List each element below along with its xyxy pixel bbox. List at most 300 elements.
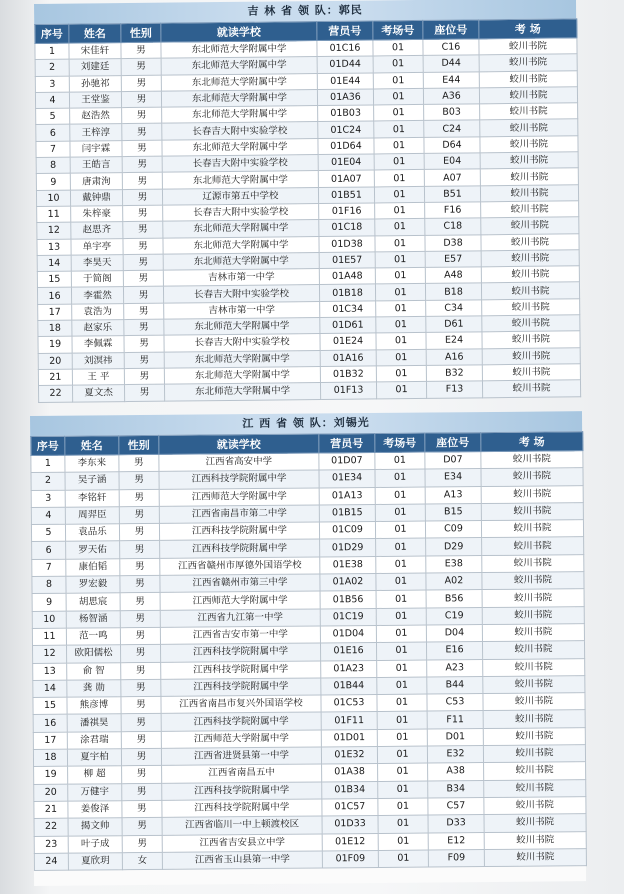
camper-id-cell: 01D33 [322, 816, 378, 834]
exam-venue-cell: 蛟川书院 [484, 831, 586, 849]
seat-no-cell: A48 [425, 267, 481, 284]
exam-venue-cell: 蛟川书院 [484, 779, 586, 797]
seq-cell: 22 [38, 385, 72, 402]
seq-cell: 17 [38, 304, 72, 321]
gender-cell: 男 [122, 173, 162, 190]
gender-cell: 男 [120, 541, 160, 559]
name-cell: 李铭轩 [65, 489, 119, 507]
column-header: 座位号 [423, 20, 479, 40]
exam-venue-cell: 蛟川书院 [484, 762, 586, 780]
school-cell: 江西科技学院附属中学 [160, 539, 320, 558]
seq-cell: 11 [32, 628, 66, 646]
column-header: 考场号 [373, 20, 423, 40]
exam-venue-cell: 蛟川书院 [482, 624, 584, 642]
room-no-cell: 01 [377, 677, 427, 695]
name-cell: 夏宇柏 [67, 749, 121, 767]
seq-cell: 9 [32, 594, 66, 612]
exam-venue-cell: 蛟川书院 [482, 315, 580, 332]
column-header: 姓名 [69, 24, 121, 44]
name-cell: 于简阁 [71, 271, 123, 288]
exam-venue-cell: 蛟川书院 [481, 233, 579, 250]
name-cell: 赵浩然 [70, 108, 122, 125]
seq-cell: 13 [37, 239, 71, 256]
seq-cell: 19 [34, 767, 68, 785]
room-no-cell: 01 [375, 487, 425, 505]
name-cell: 柳 超 [68, 766, 122, 784]
camper-id-cell: 01E44 [317, 73, 373, 90]
name-cell: 袁品乐 [65, 524, 119, 542]
seat-no-cell: D38 [425, 234, 481, 251]
camper-id-cell: 01E04 [318, 154, 374, 171]
room-no-cell: 01 [376, 333, 426, 350]
school-cell: 东北师范大学附属中学 [161, 41, 317, 59]
gender-cell: 男 [121, 645, 161, 663]
seat-no-cell: A13 [425, 486, 481, 504]
exam-venue-cell: 蛟川书院 [480, 184, 578, 201]
school-cell: 江西科技学院附属中学 [161, 678, 321, 697]
exam-venue-cell: 蛟川书院 [481, 282, 579, 299]
room-no-cell: 01 [376, 316, 426, 333]
camper-id-cell: 01A38 [322, 764, 378, 782]
camper-id-cell: 01C09 [319, 522, 375, 540]
seq-cell: 1 [35, 43, 69, 60]
exam-venue-cell: 蛟川书院 [482, 347, 580, 364]
gender-cell: 男 [122, 156, 162, 173]
seat-no-cell: C19 [426, 607, 482, 625]
gender-cell: 男 [122, 140, 162, 157]
camper-id-cell: 01C24 [318, 121, 374, 138]
name-cell: 罗天佑 [66, 541, 120, 559]
room-no-cell: 01 [375, 202, 425, 219]
name-cell: 朱梓豪 [71, 206, 123, 223]
gender-cell: 男 [124, 319, 164, 336]
school-cell: 江西师范大学附属中学 [160, 591, 320, 610]
gender-cell: 男 [124, 303, 164, 320]
school-cell: 东北师范大学附属中学 [164, 350, 320, 368]
exam-venue-cell: 蛟川书院 [483, 727, 585, 745]
exam-venue-cell: 蛟川书院 [482, 589, 584, 607]
seat-no-cell: F16 [425, 202, 481, 219]
gender-cell: 男 [123, 221, 163, 238]
exam-venue-cell: 蛟川书院 [482, 380, 580, 397]
gender-cell: 男 [124, 336, 164, 353]
name-cell: 李东来 [65, 455, 119, 473]
roster-table [34, 18, 581, 402]
camper-id-cell: 01B32 [320, 366, 376, 383]
column-header: 营员号 [317, 21, 373, 41]
name-cell: 欧阳儒松 [67, 645, 121, 663]
camper-id-cell: 01B51 [318, 187, 374, 204]
room-no-cell: 01 [378, 763, 428, 781]
gender-cell: 男 [121, 697, 161, 715]
name-cell: 王堂鉴 [69, 91, 121, 108]
camper-id-cell: 01B03 [318, 105, 374, 122]
room-no-cell: 01 [377, 746, 427, 764]
room-no-cell: 01 [376, 642, 426, 660]
camper-id-cell: 01E16 [320, 643, 376, 661]
room-no-cell: 01 [378, 781, 428, 799]
room-no-cell: 01 [376, 300, 426, 317]
gender-cell: 男 [122, 107, 162, 124]
seq-cell: 8 [36, 157, 70, 174]
camper-id-cell: 01A16 [320, 350, 376, 367]
room-no-cell: 01 [376, 590, 426, 608]
seat-no-cell: B18 [425, 283, 481, 300]
column-header: 姓名 [65, 436, 119, 455]
seat-no-cell: D61 [426, 316, 482, 333]
gender-cell: 男 [121, 58, 161, 75]
gender-cell: 男 [124, 384, 164, 401]
exam-venue-cell: 蛟川书院 [483, 745, 585, 763]
name-cell: 刘溟祎 [72, 352, 124, 369]
exam-venue-cell: 蛟川书院 [480, 168, 578, 185]
school-cell: 长春吉大附中实验学校 [162, 155, 318, 173]
seat-no-cell: E12 [428, 832, 484, 850]
school-cell: 江西科技学院附属中学 [161, 661, 321, 680]
gender-cell: 男 [121, 679, 161, 697]
exam-venue-cell: 蛟川书院 [483, 658, 585, 676]
name-cell: 孙驰祁 [69, 75, 121, 92]
school-cell: 东北师范大学附属中学 [163, 220, 319, 238]
name-cell: 王梓淳 [70, 124, 122, 141]
name-cell: 袁浩为 [72, 303, 124, 320]
camper-id-cell: 01A23 [321, 660, 377, 678]
room-no-cell: 01 [375, 521, 425, 539]
seq-cell: 7 [36, 141, 70, 158]
exam-venue-cell: 蛟川书院 [484, 814, 586, 832]
room-no-cell: 01 [375, 469, 425, 487]
school-cell: 江西科技学院附属中学 [162, 782, 322, 801]
exam-venue-cell: 蛟川书院 [481, 217, 579, 234]
room-no-cell: 01 [376, 573, 426, 591]
roster-table [30, 431, 587, 871]
seat-no-cell: A16 [426, 348, 482, 365]
exam-venue-cell: 蛟川书院 [482, 299, 580, 316]
name-cell: 潘祺昊 [67, 714, 121, 732]
school-cell: 东北师范大学附属中学 [161, 89, 317, 107]
school-cell: 东北师范大学附属中学 [162, 171, 318, 189]
gender-cell: 男 [119, 524, 159, 542]
column-header: 营员号 [319, 433, 375, 452]
school-cell: 江西省南昌市复兴外国语学校 [161, 695, 321, 714]
seq-cell: 20 [34, 784, 68, 802]
seq-cell: 6 [36, 125, 70, 142]
room-no-cell: 01 [373, 39, 423, 56]
school-cell: 江西省九江第一中学 [160, 609, 320, 628]
camper-id-cell: 01D61 [320, 317, 376, 334]
camper-id-cell: 01C57 [322, 798, 378, 816]
seat-no-cell: E04 [424, 153, 480, 170]
gender-cell: 女 [122, 852, 162, 870]
seat-no-cell: C34 [426, 300, 482, 317]
seq-cell: 24 [34, 853, 68, 871]
school-cell: 江西师范大学附属中学 [159, 488, 319, 507]
seat-no-cell: D44 [423, 55, 479, 72]
seat-no-cell: B32 [426, 365, 482, 382]
name-cell: 王 平 [72, 369, 124, 386]
gender-cell: 男 [119, 506, 159, 524]
column-header: 性别 [119, 435, 159, 454]
gender-cell: 男 [121, 748, 161, 766]
exam-venue-cell: 蛟川书院 [481, 250, 579, 267]
camper-id-cell: 01E38 [320, 556, 376, 574]
school-cell: 江西省吉安市第一中学 [160, 626, 320, 645]
camper-id-cell: 01C34 [320, 301, 376, 318]
school-cell: 长春吉大附中实验学校 [163, 203, 319, 221]
seat-no-cell: C53 [427, 694, 483, 712]
seq-cell: 21 [38, 369, 72, 386]
name-cell: 赵思齐 [71, 222, 123, 239]
name-cell: 李霍然 [71, 287, 123, 304]
room-no-cell: 01 [373, 88, 423, 105]
name-cell: 范一鸣 [66, 628, 120, 646]
room-no-cell: 01 [374, 105, 424, 122]
seq-cell: 7 [32, 559, 66, 577]
seq-cell: 1 [31, 455, 65, 473]
exam-venue-cell: 蛟川书院 [482, 641, 584, 659]
school-cell: 东北师范大学附属中学 [164, 383, 320, 401]
name-cell: 周羿臣 [65, 507, 119, 525]
room-no-cell: 01 [378, 850, 428, 868]
school-cell: 江西科技学院附属中学 [161, 712, 321, 731]
gender-cell: 男 [123, 254, 163, 271]
seat-no-cell: D01 [427, 728, 483, 746]
camper-id-cell: 01A07 [318, 170, 374, 187]
school-cell: 江西科技学院附属中学 [159, 470, 319, 489]
exam-venue-cell: 蛟川书院 [480, 103, 578, 120]
gender-cell: 男 [121, 731, 161, 749]
seat-no-cell: E16 [426, 642, 482, 660]
school-cell: 东北师范大学附属中学 [163, 236, 319, 254]
school-cell: 东北师范大学附属中学 [161, 57, 317, 75]
camper-id-cell: 01A48 [319, 268, 375, 285]
exam-venue-cell: 蛟川书院 [481, 503, 583, 521]
camper-id-cell: 01C53 [321, 695, 377, 713]
name-cell: 涂君瑞 [67, 731, 121, 749]
seq-cell: 12 [37, 222, 71, 239]
school-cell: 江西省玉山县第一中学 [162, 851, 322, 870]
name-cell: 叶子成 [68, 835, 122, 853]
seat-no-cell: E57 [425, 251, 481, 268]
camper-id-cell: 01F13 [320, 382, 376, 399]
room-no-cell: 01 [373, 56, 423, 73]
gender-cell: 男 [121, 714, 161, 732]
exam-venue-cell: 蛟川书院 [482, 331, 580, 348]
room-no-cell: 01 [375, 284, 425, 301]
camper-id-cell: 01C18 [319, 219, 375, 236]
seat-no-cell: B51 [424, 186, 480, 203]
seq-cell: 16 [33, 715, 67, 733]
camper-id-cell: 01D64 [318, 138, 374, 155]
exam-venue-cell: 蛟川书院 [482, 554, 584, 572]
school-cell: 长春吉大附中实验学校 [163, 285, 319, 303]
seat-no-cell: C24 [424, 120, 480, 137]
school-cell: 江西省临川一中上顿渡校区 [162, 816, 322, 835]
school-cell: 东北师范大学附属中学 [162, 138, 318, 156]
seat-no-cell: E32 [427, 746, 483, 764]
name-cell: 姜俊泽 [68, 801, 122, 819]
column-header: 考 场 [481, 432, 583, 452]
room-no-cell: 01 [378, 815, 428, 833]
name-cell: 杨智涵 [66, 610, 120, 628]
exam-venue-cell: 蛟川书院 [479, 87, 577, 104]
room-no-cell: 01 [378, 798, 428, 816]
gender-cell: 男 [122, 835, 162, 853]
gender-cell: 男 [122, 766, 162, 784]
school-cell: 江西科技学院附属中学 [161, 643, 321, 662]
camper-id-cell: 01E57 [319, 252, 375, 269]
school-cell: 江西省进贤县第一中学 [161, 747, 321, 766]
exam-venue-cell: 蛟川书院 [481, 468, 583, 486]
exam-venue-cell: 蛟川书院 [484, 848, 586, 866]
school-cell: 东北师范大学附属中学 [164, 366, 320, 384]
seat-no-cell: F09 [428, 849, 484, 867]
name-cell: 胡思宸 [66, 593, 120, 611]
room-no-cell: 01 [374, 121, 424, 138]
camper-id-cell: 01D38 [319, 236, 375, 253]
column-header: 序号 [31, 436, 65, 455]
seat-no-cell: C09 [425, 521, 481, 539]
gender-cell: 男 [123, 287, 163, 304]
school-cell: 江西省高安中学 [159, 453, 319, 472]
seat-no-cell: E44 [423, 71, 479, 88]
gender-cell: 男 [120, 593, 160, 611]
camper-id-cell: 01F09 [322, 850, 378, 868]
camper-id-cell: 01A13 [319, 487, 375, 505]
room-no-cell: 01 [375, 268, 425, 285]
name-cell: 罗宏毅 [66, 576, 120, 594]
seq-cell: 23 [34, 836, 68, 854]
school-cell: 江西省南昌五中 [162, 764, 322, 783]
room-no-cell: 01 [375, 235, 425, 252]
room-no-cell: 01 [376, 539, 426, 557]
name-cell: 康伯韬 [66, 559, 120, 577]
room-no-cell: 01 [376, 365, 426, 382]
gender-cell: 男 [119, 472, 159, 490]
seq-cell: 2 [31, 472, 65, 490]
seat-no-cell: A36 [423, 88, 479, 105]
exam-venue-cell: 蛟川书院 [480, 152, 578, 169]
seat-no-cell: E24 [426, 332, 482, 349]
exam-venue-cell: 蛟川书院 [481, 520, 583, 538]
seq-cell: 19 [38, 336, 72, 353]
table-row [34, 848, 586, 870]
seat-no-cell: D07 [425, 452, 481, 470]
gender-cell: 男 [121, 42, 161, 59]
camper-id-cell: 01D07 [319, 452, 375, 470]
seq-cell: 12 [33, 645, 67, 663]
camper-id-cell: 01E34 [319, 470, 375, 488]
seq-cell: 17 [33, 732, 67, 750]
room-no-cell: 01 [374, 154, 424, 171]
exam-venue-cell: 蛟川书院 [481, 451, 583, 469]
room-no-cell: 01 [374, 186, 424, 203]
camper-id-cell: 01D04 [320, 625, 376, 643]
room-no-cell: 01 [373, 72, 423, 89]
school-cell: 吉林市第一中学 [164, 301, 320, 319]
seq-cell: 18 [38, 320, 72, 337]
name-cell: 俞 智 [67, 662, 121, 680]
camper-id-cell: 01B15 [319, 504, 375, 522]
seq-cell: 5 [36, 108, 70, 125]
room-no-cell: 01 [376, 625, 426, 643]
seat-no-cell: B56 [426, 590, 482, 608]
column-header: 就读学校 [159, 434, 319, 454]
seq-cell: 10 [32, 611, 66, 629]
seq-cell: 3 [31, 490, 65, 508]
room-no-cell: 01 [377, 660, 427, 678]
exam-venue-cell: 蛟川书院 [479, 38, 577, 55]
column-header: 考场号 [375, 433, 425, 452]
exam-venue-cell: 蛟川书院 [483, 693, 585, 711]
camper-id-cell: 01D29 [320, 539, 376, 557]
name-cell: 宋佳轩 [69, 43, 121, 60]
gender-cell: 男 [120, 558, 160, 576]
exam-venue-cell: 蛟川书院 [482, 572, 584, 590]
name-cell: 李佩霖 [72, 336, 124, 353]
seq-cell: 15 [37, 271, 71, 288]
exam-venue-cell: 蛟川书院 [479, 54, 577, 71]
camper-id-cell: 01B44 [321, 677, 377, 695]
name-cell: 王皓言 [70, 157, 122, 174]
school-cell: 长春吉大附中实验学校 [162, 122, 318, 140]
seat-no-cell: D33 [428, 815, 484, 833]
name-cell: 刘建廷 [69, 59, 121, 76]
seat-no-cell: F11 [427, 711, 483, 729]
exam-venue-cell: 蛟川书院 [483, 676, 585, 694]
name-cell: 李昊天 [71, 254, 123, 271]
name-cell: 赵家乐 [72, 320, 124, 337]
seq-cell: 3 [35, 76, 69, 93]
school-cell: 江西师范大学附属中学 [161, 730, 321, 749]
column-header: 座位号 [425, 433, 481, 452]
room-no-cell: 01 [376, 608, 426, 626]
gender-cell: 男 [122, 783, 162, 801]
exam-venue-cell: 蛟川书院 [482, 364, 580, 381]
school-cell: 长春吉大附中实验学校 [164, 334, 320, 352]
name-cell: 单宇亭 [71, 238, 123, 255]
exam-venue-cell: 蛟川书院 [482, 537, 584, 555]
seq-cell: 18 [33, 749, 67, 767]
camper-id-cell: 01C16 [317, 40, 373, 57]
seq-cell: 13 [33, 663, 67, 681]
camper-id-cell: 01A36 [317, 89, 373, 106]
seat-no-cell: D04 [426, 625, 482, 643]
seat-no-cell: C57 [428, 797, 484, 815]
seat-no-cell: B44 [427, 676, 483, 694]
gender-cell: 男 [119, 489, 159, 507]
gender-cell: 男 [123, 270, 163, 287]
seq-cell: 8 [32, 576, 66, 594]
exam-venue-cell: 蛟川书院 [481, 266, 579, 283]
seat-no-cell: A02 [426, 573, 482, 591]
seq-cell: 10 [36, 190, 70, 207]
exam-venue-cell: 蛟川书院 [484, 797, 586, 815]
seat-no-cell: D64 [424, 137, 480, 154]
gender-cell: 男 [123, 205, 163, 222]
name-cell: 吴子涵 [65, 472, 119, 490]
room-no-cell: 01 [378, 833, 428, 851]
school-cell: 吉林市第一中学 [163, 269, 319, 287]
seat-no-cell: A23 [427, 659, 483, 677]
room-no-cell: 01 [375, 251, 425, 268]
room-no-cell: 01 [374, 137, 424, 154]
column-header: 考 场 [479, 19, 577, 39]
school-cell: 江西科技学院附属中学 [162, 799, 322, 818]
school-cell: 东北师范大学附属中学 [164, 318, 320, 336]
seq-cell: 4 [31, 507, 65, 525]
gender-cell: 男 [121, 75, 161, 92]
